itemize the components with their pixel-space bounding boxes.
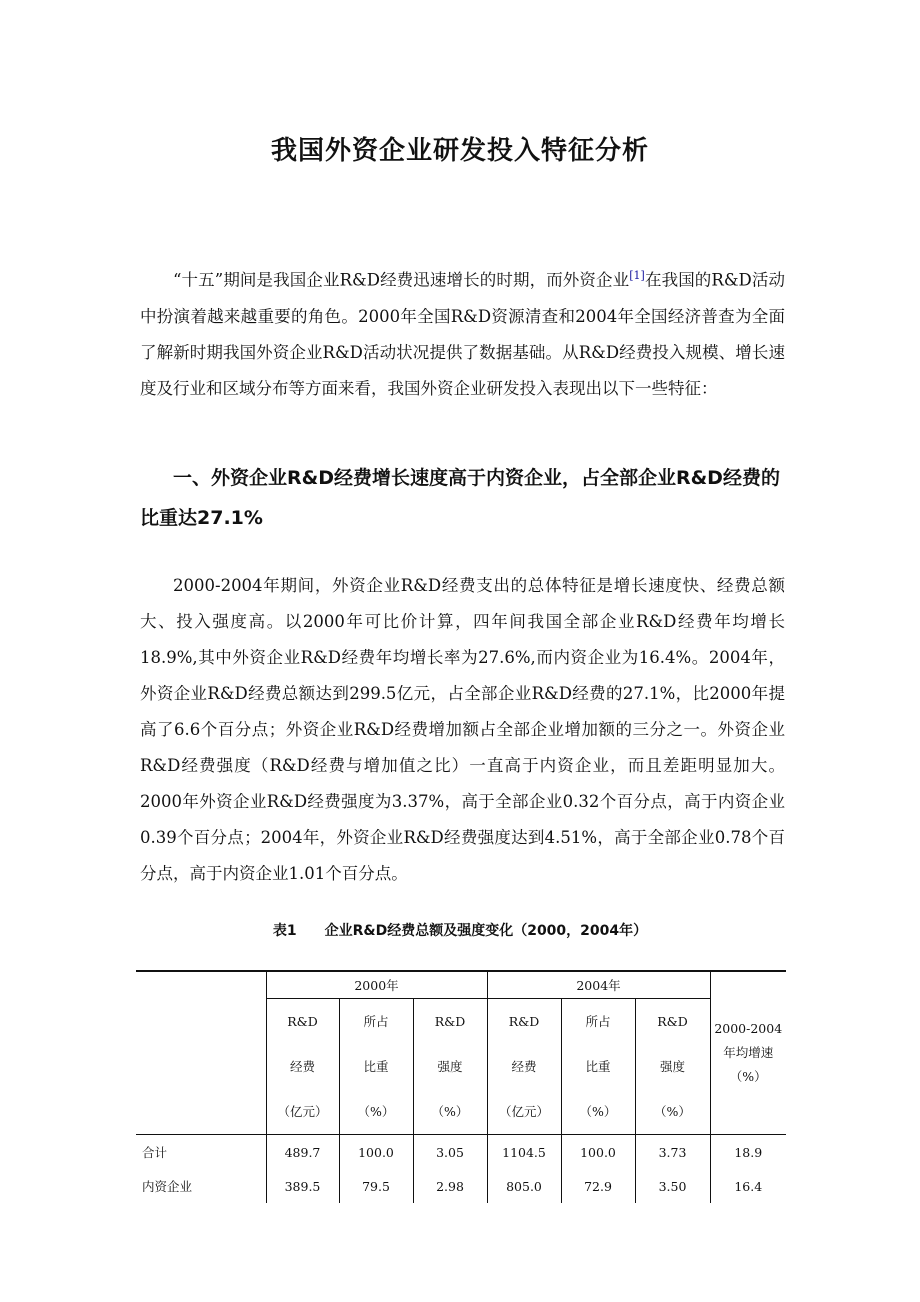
- rd-expenditure-table: [136, 970, 786, 1203]
- intro-text-part2: 在我国的R&D活动中扮演着越来越重要的角色。2000年全国R&D资源清查和2004年全国经济普查为全面了解新时期我国外资企业R&D活动状况提供了数据基础。从R&D经费投入规模、增长速度及行业和区域分布等方面来看，我国外资企业研发投入表现出以下一些特征：: [140, 270, 785, 398]
- growth-header: [710, 971, 786, 1134]
- section-heading: 一、外资企业R&D经费增长速度高于内资企业，占全部企业R&D经费的比重达27.1%: [140, 467, 780, 529]
- header-intensity-2000: R&D 强度 （%）: [413, 999, 487, 1135]
- cell: 16.4: [710, 1169, 786, 1203]
- growth-header-line3: （%）: [729, 1069, 767, 1084]
- cell: 3.73: [635, 1135, 710, 1170]
- cell: 805.0: [487, 1169, 561, 1203]
- cell: 18.9: [710, 1135, 786, 1170]
- table-row: [136, 1135, 786, 1170]
- table-header-row-years: [136, 971, 786, 999]
- header-rd-expense-2000: R&D 经费 （亿元）: [266, 999, 339, 1135]
- cell: 3.05: [413, 1135, 487, 1170]
- header-share-2000: 所占 比重 （%）: [339, 999, 413, 1135]
- cell: 389.5: [266, 1169, 339, 1203]
- section-paragraph: 2000-2004年期间，外资企业R&D经费支出的总体特征是增长速度快、经费总额大、投入强度高。以2000年可比价计算，四年间我国全部企业R&D经费年均增长18.9%,其中外资企业R&D经费年均增长率为27.6%,而内资企业为16.4%。2004年，外资企业R&D经费总额达到299.5亿元，占全部企业R&D经费的27.1%，比2000年提高了6.6个百分点；外资企业R&D经费增加额占全部企业增加额的三分之一。外资企业R&D经费强度（R&D经费与增加值之比）一直高于内资企业，而且差距明显加大。2000年外资企业R&D经费强度为3.37%，高于全部企业0.32个百分点，高于内资企业0.39个百分点；2004年，外资企业R&D经费强度达到4.51%，高于全部企业0.78个百分点，高于内资企业1.01个百分点。: [140, 576, 785, 883]
- growth-header-line2: 年均增速: [723, 1045, 774, 1060]
- cell: 1104.5: [487, 1135, 561, 1170]
- header-intensity-2004: R&D 强度 （%）: [635, 999, 710, 1135]
- header-share-2004: 所占 比重 （%）: [561, 999, 635, 1135]
- cell: 489.7: [266, 1135, 339, 1170]
- cell: 100.0: [561, 1135, 635, 1170]
- table-row: [136, 1169, 786, 1203]
- cell: 3.50: [635, 1169, 710, 1203]
- year-group-2000: 2000年: [266, 971, 487, 999]
- footnote-ref-link[interactable]: [1]: [629, 269, 645, 282]
- table-corner-cell: [136, 971, 266, 1134]
- table-caption-text: 企业R&D经费总额及强度变化（2000，2004年）: [324, 923, 648, 939]
- cell: 72.9: [561, 1169, 635, 1203]
- growth-header-line1: 2000-2004: [714, 1021, 783, 1036]
- year-group-2004: 2004年: [487, 971, 710, 999]
- cell: 2.98: [413, 1169, 487, 1203]
- cell: 79.5: [339, 1169, 413, 1203]
- cell: 100.0: [339, 1135, 413, 1170]
- intro-text-part1: “十五”期间是我国企业R&D经费迅速增长的时期，而外资企业: [173, 270, 630, 290]
- intro-paragraph: [140, 258, 785, 407]
- row-label-total: 合计: [142, 1145, 168, 1160]
- header-rd-expense-2004: R&D 经费 （亿元）: [487, 999, 561, 1135]
- row-label-domestic: 内资企业: [142, 1179, 193, 1194]
- page-title: 我国外资企业研发投入特征分析: [270, 136, 649, 166]
- table-caption: [0, 920, 920, 940]
- table-caption-number: 表1: [272, 923, 297, 939]
